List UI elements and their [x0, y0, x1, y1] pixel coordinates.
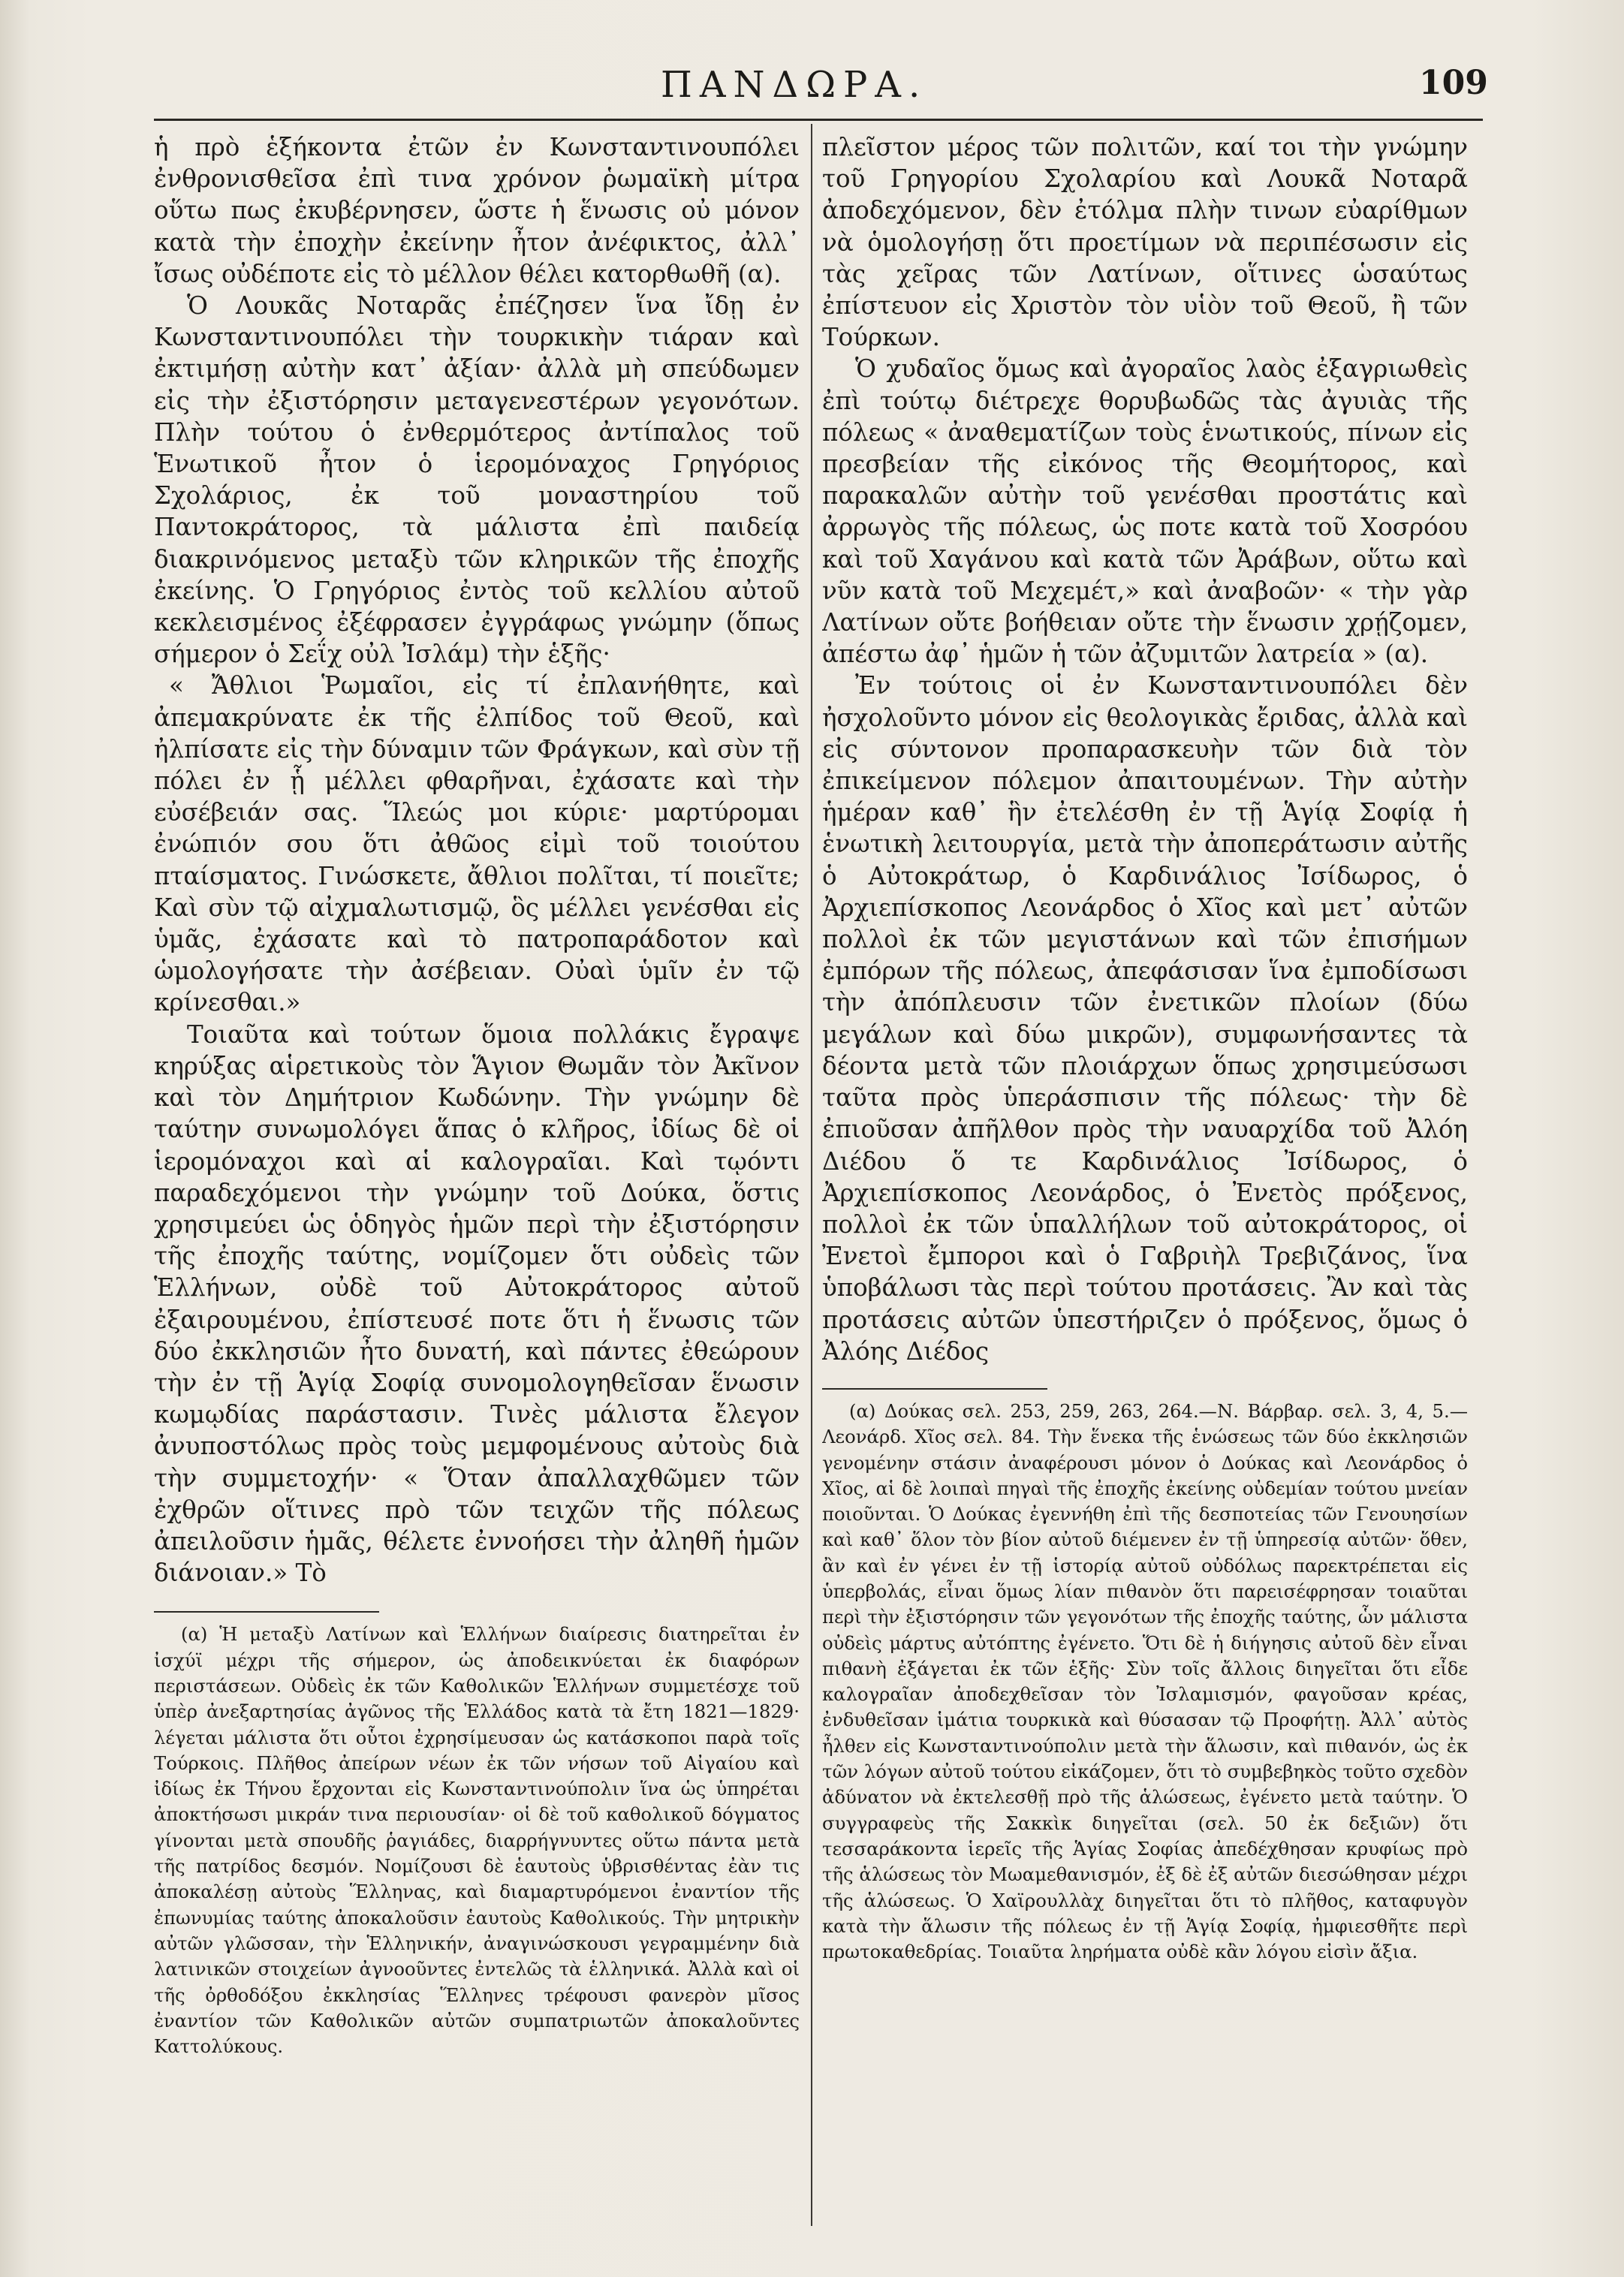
header-rule	[154, 119, 1483, 121]
footnote-rule	[154, 1611, 379, 1613]
footnote-text: (α) Δούκας σελ. 253, 259, 263, 264.—Ν. Βάρβαρ. σελ. 3, 4, 5.—Λεονάρδ. Χῖος σελ. 84. Τὴν ἕνεκα τῆς ἑνώσεως τῶν δύο ἐκκλησιῶν γενομένην στάσιν ἀναφέρουσι μόνον ὁ Δούκας καὶ Λεονάρδος ὁ Χῖος, αἱ δὲ λοιπαὶ πηγαὶ τῆς ἐποχῆς ἐκείνης οὐδεμίαν τούτου μνείαν ποιοῦνται. Ὁ Δούκας ἐγεννήθη ἐπὶ τῆς δεσποτείας τῶν Γενουησίων καὶ καθ᾽ ὅλον τὸν βίον αὐτοῦ διέμενεν ἐν τῇ ὑπηρεσίᾳ αὐτῶν· ὅθεν, ἂν καὶ ἐν γένει ἐν τῇ ἱστορίᾳ αὐτοῦ οὐδόλως παρεκτρέπεται εἰς ὑπερβολάς, εἶναι ὅμως λίαν πιθανὸν ὅτι παρεισέφρησαν τοιαῦται περὶ τὴν ἐξιστόρησιν τῶν γεγονότων τῆς ἐποχῆς ταύτης, ὧν μάλιστα οὐδεὶς μάρτυς αὐτόπτης ἐγένετο. Ὅτι δὲ ἡ διήγησις αὐτοῦ δὲν εἶναι πιθανὴ ἐξάγεται ἐκ τῶν ἑξῆς· Σὺν τοῖς ἄλλοις διηγεῖται ὅτι εἶδε καλογραῖαν ἀποδεχθεῖσαν τὸν Ἰσλαμισμόν, φαγοῦσαν κρέας, ἐνδυθεῖσαν ἱμάτια τουρκικὰ καὶ θύσασαν τῷ Προφήτῃ. Ἀλλ᾽ αὐτὸς ἦλθεν εἰς Κωνσταντινούπολιν μετὰ τὴν ἅλωσιν, καὶ πιθανόν, ὡς ἐκ τῶν λόγων αὐτοῦ τούτου εἰκάζομεν, ὅτι τὸ συμβεβηκὸς τοῦτο σχεδὸν ἀδύνατον νὰ ἐκτελεσθῇ πρὸ τῆς ἁλώσεως, ἐγένετο μετὰ ταύτην. Ὁ συγγραφεὺς τῆς Σακκὶκ διηγεῖται (σελ. 50 ἐκ δεξιῶν) ὅτι τεσσαράκοντα ἱερεῖς τῆς Ἁγίας Σοφίας ἀπεδέχθησαν κρυφίως πρὸ τῆς ἁλώσεως τὸν Μωαμεθανισμόν, ἐξ δὲ ἐξ αὐτῶν διεσώθησαν μέχρι τῆς ἁλώσεως. Ὁ Χαϊρουλλὰχ διηγεῖται ὅτι τὸ πλῆθος, καταφυγὸν κατὰ τὴν ἅλωσιν τῆς πόλεως ἐν τῇ Ἁγίᾳ Σοφίᾳ, ἠμφιεσθῆτε περὶ πρωτοκαθεδρίας. Τοιαῦτα ληρήματα οὐδὲ κἂν λόγου εἰσὶν ἄξια.	[822, 1399, 1468, 1963]
column-divider	[811, 124, 812, 2226]
paragraph: πλεῖστον μέρος τῶν πολιτῶν, καί τοι τὴν γνώμην τοῦ Γρηγορίου Σχολαρίου καὶ Λουκᾶ Νοταρᾶ ἀποδεχόμενον, δὲν ἐτόλμα πλὴν τινων εὐαρίθμων νὰ ὁμολογήσῃ ὅτι προετίμων νὰ περιπέσωσιν εἰς τὰς χεῖρας τῶν Λατίνων, οἵτινες ὡσαύτως ἐπίστευον εἰς Χριστὸν τὸν υἱὸν τοῦ Θεοῦ, ἢ τῶν Τούρκων.	[822, 133, 1468, 352]
left-footnote	[154, 1611, 800, 2059]
left-body-text	[154, 131, 800, 1589]
paragraph: Τοιαῦτα καὶ τούτων ὅμοια πολλάκις ἔγραψε κηρύξας αἱρετικοὺς τὸν Ἅγιον Θωμᾶν τὸν Ἀκῖνον καὶ τὸν Δημήτριον Κωδώνην. Τὴν γνώμην δὲ ταύτην συνωμολόγει ἅπας ὁ κλῆρος, ἰδίως δὲ οἱ ἱερομόναχοι καὶ αἱ καλογραῖαι. Καὶ τῳόντι παραδεχόμενοι τὴν γνώμην τοῦ Δούκα, ὅστις χρησιμεύει ὡς ὁδηγὸς ἡμῶν περὶ τὴν ἐξιστόρησιν τῆς ἐποχῆς ταύτης, νομίζομεν ὅτι οὐδεὶς τῶν Ἑλλήνων, οὐδὲ τοῦ Αὐτοκράτορος αὐτοῦ ἐξαιρουμένου, ἐπίστευσέ ποτε ὅτι ἡ ἕνωσις τῶν δύο ἐκκλησιῶν ἦτο δυνατή, καὶ πάντες ἐθεώρουν τὴν ἐν τῇ Ἁγίᾳ Σοφίᾳ συνομολογηθεῖσαν ἕνωσιν κωμῳδίας παράστασιν. Τινὲς μάλιστα ἔλεγον ἀνυποστόλως πρὸς τοὺς μεμφομένους αὐτοὺς διὰ τὴν συμμετοχήν· « Ὅταν ἀπαλλαχθῶμεν τῶν ἐχθρῶν οἵτινες πρὸ τῶν τειχῶν τῆς πόλεως ἀπειλοῦσιν ἡμᾶς, θέλετε ἐννοήσει τὴν ἀληθῆ ἡμῶν διάνοιαν.» Τὸ	[154, 1020, 800, 1588]
paragraph: Ὁ Λουκᾶς Νοταρᾶς ἐπέζησεν ἵνα ἴδῃ ἐν Κωνσταντινουπόλει τὴν τουρκικὴν τιάραν καὶ ἐκτιμήσῃ αὐτὴν κατ᾽ ἀξίαν· ἀλλὰ μὴ σπεύδωμεν εἰς τὴν ἐξιστόρησιν μεταγενεστέρων γεγονότων. Πλὴν τούτου ὁ ἐνθερμότερος ἀντίπαλος τοῦ Ἑνωτικοῦ ἦτον ὁ ἱερομόναχος Γρηγόριος Σχολάριος, ἐκ τοῦ μοναστηρίου τοῦ Παντοκράτορος, τὰ μάλιστα ἐπὶ παιδείᾳ διακρινόμενος μεταξὺ τῶν κληρικῶν τῆς ἐποχῆς ἐκείνης. Ὁ Γρηγόριος ἐντὸς τοῦ κελλίου αὐτοῦ κεκλεισμένος ἐξέφρασεν ἐγγράφως γνώμην (ὅπως σήμερον ὁ Σεΐχ οὐλ Ἰσλάμ) τὴν ἑξῆς·	[154, 291, 800, 669]
quotation-paragraph: « Ἄθλιοι Ῥωμαῖοι, εἰς τί ἐπλανήθητε, καὶ ἀπεμακρύνατε ἐκ τῆς ἐλπίδος τοῦ Θεοῦ, καὶ ἠλπίσατε εἰς τὴν δύναμιν τῶν Φράγκων, καὶ σὺν τῇ πόλει ἐν ᾗ μέλλει φθαρῆναι, ἐχάσατε καὶ τὴν εὐσέβειάν σας. Ἵλεώς μοι κύριε· μαρτύρομαι ἐνώπιόν σου ὅτι ἀθῶος εἰμὶ τοῦ τοιούτου πταίσματος. Γινώσκετε, ἄθλιοι πολῖται, τί ποιεῖτε; Καὶ σὺν τῷ αἰχμαλωτισμῷ, ὃς μέλλει γενέσθαι εἰς ὑμᾶς, ἐχάσατε καὶ τὸ πατροπαράδοτον καὶ ὡμολογήσατε τὴν ἀσέβειαν. Οὐαὶ ὑμῖν ἐν τῷ κρίνεσθαι.»	[154, 671, 800, 1017]
paragraph: ἡ πρὸ ἑξήκοντα ἐτῶν ἐν Κωνσταντινουπόλει ἐνθρονισθεῖσα ἐπὶ τινα χρόνον ῥωμαϊκὴ μίτρα οὕτω πως ἐκυβέρνησεν, ὥστε ἡ ἕνωσις οὐ μόνον κατὰ τὴν ἐποχὴν ἐκείνην ἦτον ἀνέφικτος, ἀλλ᾽ ἴσως οὐδέποτε εἰς τὸ μέλλον θέλει κατορθωθῆ (α).	[154, 133, 800, 288]
right-footnote	[822, 1388, 1468, 1965]
journal-title: ΠΑΝΔΩΡΑ.	[661, 64, 928, 106]
paragraph: Ὁ χυδαῖος ὅμως καὶ ἀγοραῖος λαὸς ἐξαγριωθεὶς ἐπὶ τούτῳ διέτρεχε θορυβωδῶς τὰς ἀγυιὰς τῆς πόλεως « ἀναθεματίζων τοὺς ἑνωτικούς, πίνων εἰς πρεσβείαν τῆς εἰκόνος τῆς Θεομήτορος, καὶ παρακαλῶν αὐτὴν τοῦ γενέσθαι προστάτις καὶ ἀρρωγὸς τῆς πόλεως, ὡς ποτε κατὰ τοῦ Χοσρόου καὶ τοῦ Χαγάνου καὶ κατὰ τῶν Ἀράβων, οὕτω καὶ νῦν κατὰ τοῦ Μεχεμέτ,» καὶ ἀναβοῶν· « τὴν γὰρ Λατίνων οὔτε βοήθειαν οὔτε τὴν ἕνωσιν χρῄζομεν, ἀπέστω ἀφ᾽ ἡμῶν ἡ τῶν ἀζυμιτῶν λατρεία » (α).	[822, 354, 1468, 669]
page-number: 109	[1419, 64, 1488, 102]
paragraph: Ἐν τούτοις οἱ ἐν Κωνσταντινουπόλει δὲν ἠσχολοῦντο μόνον εἰς θεολογικὰς ἔριδας, ἀλλὰ καὶ εἰς σύντονον προπαρασκευὴν τῶν διὰ τὸν ἐπικείμενον πόλεμον ἀπαιτουμένων. Τὴν αὐτὴν ἡμέραν καθ᾽ ἣν ἐτελέσθη ἐν τῇ Ἁγίᾳ Σοφίᾳ ἡ ἑνωτικὴ λειτουργία, μετὰ τὴν ἀποπεράτωσιν αὐτῆς ὁ Αὐτοκράτωρ, ὁ Καρδινάλιος Ἰσίδωρος, ὁ Ἀρχιεπίσκοπος Λεονάρδος ὁ Χῖος καὶ μετ᾽ αὐτῶν πολλοὶ ἐκ τῶν μεγιστάνων καὶ τῶν ἐπισήμων ἐμπόρων τῆς πόλεως, ἀπεφάσισαν ἵνα ἐμποδίσωσι τὴν ἀπόπλευσιν τῶν ἐνετικῶν πλοίων (δύω μεγάλων καὶ δύω μικρῶν), συμφωνήσαντες τὰ δέοντα μετὰ τῶν πλοιάρχων ὅπως χρησιμεύσωσι ταῦτα πρὸς ὑπεράσπισιν τῆς πόλεως· τὴν δὲ ἐπιοῦσαν ἀπῆλθον πρὸς τὴν ναυαρχίδα τοῦ Ἀλόη Διέδου ὅ τε Καρδινάλιος Ἰσίδωρος, ὁ Ἀρχιεπίσκοπος Λεονάρδος, ὁ Ἐνετὸς πρόξενος, πολλοὶ ἐκ τῶν ὑπαλλήλων τοῦ αὐτοκράτορος, οἱ Ἐνετοὶ ἔμποροι καὶ ὁ Γαβριὴλ Τρεβιζάνος, ἵνα ὑποβάλωσι τὰς περὶ τούτου προτάσεις. Ἂν καὶ τὰς προτάσεις αὐτῶν ὑπεστήριζεν ὁ πρόξενος, ὅμως ὁ Ἀλόης Διέδος	[822, 671, 1468, 1366]
running-head	[0, 64, 1624, 124]
right-body-text	[822, 131, 1468, 1367]
left-column	[154, 131, 800, 2233]
footnote-rule	[822, 1388, 1047, 1390]
right-column	[822, 131, 1468, 2233]
footnote-text: (α) Ἡ μεταξὺ Λατίνων καὶ Ἑλλήνων διαίρεσις διατηρεῖται ἐν ἰσχύϊ μέχρι τῆς σήμερον, ὡς ἀποδεικνύεται ἐκ διαφόρων περιστάσεων. Οὐδεὶς ἐκ τῶν Καθολικῶν Ἑλλήνων συμμετέσχε τοῦ ὑπὲρ ἀνεξαρτησίας ἀγῶνος τῆς Ἑλλάδος κατὰ τὰ ἔτη 1821—1829· λέγεται μάλιστα ὅτι οὗτοι ἐχρησίμευσαν ὡς κατάσκοποι παρὰ τοῖς Τούρκοις. Πλῆθος ἀπείρων νέων ἐκ τῶν νήσων τοῦ Αἰγαίου καὶ ἰδίως ἐκ Τήνου ἔρχονται εἰς Κωνσταντινούπολιν ἵνα ὡς ὑπηρέται ἀποκτήσωσι μικράν τινα περιουσίαν· οἱ δὲ τοῦ καθολικοῦ δόγματος γίνονται μετὰ σπουδῆς ῥαγιάδες, διαρρήγνυντες οὕτω πάντα μετὰ τῆς πατρίδος δεσμόν. Νομίζουσι δὲ ἑαυτοὺς ὑβρισθέντας ἐὰν τις ἀποκαλέσῃ αὐτοὺς Ἕλληνας, καὶ διαμαρτυρόμενοι ἐναντίον τῆς ἐπωνυμίας ταύτης ἀποκαλοῦσιν ἑαυτοὺς Καθολικούς. Τὴν μητρικὴν αὐτῶν γλῶσσαν, τὴν Ἑλληνικήν, ἀναγινώσκουσι γεγραμμένην διὰ λατινικῶν στοιχείων ἀγνοοῦντες ἐντελῶς τὰ ἑλληνικά. Ἀλλὰ καὶ οἱ τῆς ὀρθοδόξου ἐκκλησίας Ἕλληνες τρέφουσι φανερὸν μῖσος ἐναντίον τῶν Καθολικῶν αὐτῶν συμπατριωτῶν ἀποκαλοῦντες Καττολύκους.	[154, 1623, 800, 2058]
